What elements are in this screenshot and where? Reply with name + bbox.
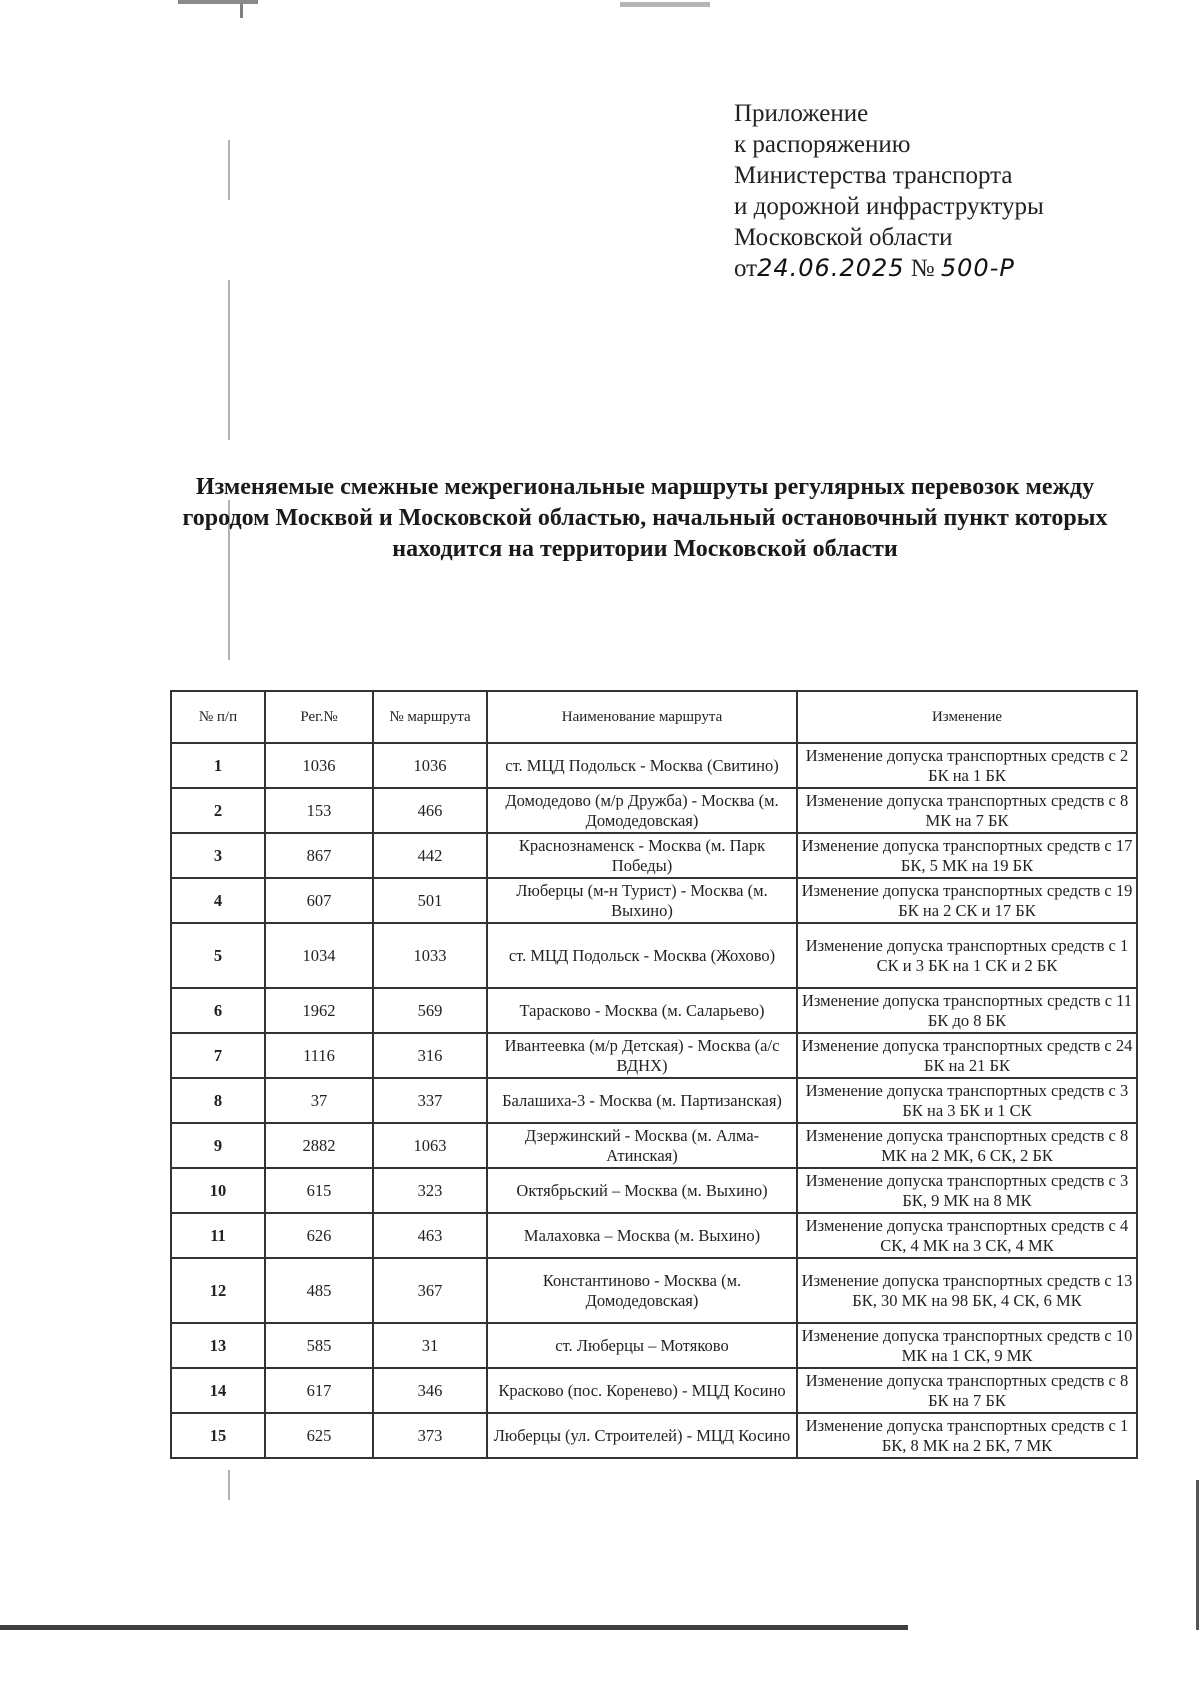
table-row	[171, 833, 1137, 878]
cell-route-name: Красково (пос. Коренево) - МЦД Косино	[487, 1368, 797, 1413]
cell-route-name: Константиново - Москва (м. Домодедовская)	[487, 1258, 797, 1323]
table-row	[171, 878, 1137, 923]
cell-change: Изменение допуска транспортных средств с 24 БК на 21 БК	[797, 1033, 1137, 1078]
table-row	[171, 743, 1137, 788]
cell-number: 7	[171, 1033, 265, 1078]
scan-artifact-binding-mark	[228, 280, 230, 440]
cell-route-number: 501	[373, 878, 487, 923]
cell-number: 3	[171, 833, 265, 878]
table-row	[171, 788, 1137, 833]
cell-reg-number: 2882	[265, 1123, 373, 1168]
cell-route-name: Дзержинский - Москва (м. Алма-Атинская)	[487, 1123, 797, 1168]
cell-change: Изменение допуска транспортных средств с 8 МК на 2 МК, 6 СК, 2 БК	[797, 1123, 1137, 1168]
cell-change: Изменение допуска транспортных средств с 2 БК на 1 БК	[797, 743, 1137, 788]
table-row	[171, 1078, 1137, 1123]
table-row	[171, 1413, 1137, 1458]
approval-line: к распоряжению	[734, 131, 911, 158]
cell-route-number: 346	[373, 1368, 487, 1413]
cell-route-name: Малаховка – Москва (м. Выхино)	[487, 1213, 797, 1258]
cell-route-number: 466	[373, 788, 487, 833]
cell-route-name: Люберцы (м-н Турист) - Москва (м. Выхино)	[487, 878, 797, 923]
table-row	[171, 1368, 1137, 1413]
handwritten-date: 24.06.2025	[757, 254, 905, 282]
cell-route-name: ст. Люберцы – Мотяково	[487, 1323, 797, 1368]
cell-route-name: ст. МЦД Подольск - Москва (Жохово)	[487, 923, 797, 988]
table-header-row	[171, 691, 1137, 743]
cell-route-name: Октябрьский – Москва (м. Выхино)	[487, 1168, 797, 1213]
cell-route-number: 337	[373, 1078, 487, 1123]
scan-artifact-top-mark	[240, 4, 243, 18]
cell-change: Изменение допуска транспортных средств с 4 СК, 4 МК на 3 СК, 4 МК	[797, 1213, 1137, 1258]
cell-route-number: 569	[373, 988, 487, 1033]
cell-number: 4	[171, 878, 265, 923]
cell-number: 2	[171, 788, 265, 833]
cell-route-number: 373	[373, 1413, 487, 1458]
cell-route-number: 316	[373, 1033, 487, 1078]
cell-reg-number: 867	[265, 833, 373, 878]
number-prefix: №	[910, 255, 935, 282]
header-route-number: № маршрута	[373, 691, 487, 743]
cell-change: Изменение допуска транспортных средств с 11 БК до 8 БК	[797, 988, 1137, 1033]
cell-reg-number: 1962	[265, 988, 373, 1033]
date-prefix: от	[734, 255, 758, 282]
cell-route-name: Краснознаменск - Москва (м. Парк Победы)	[487, 833, 797, 878]
cell-change: Изменение допуска транспортных средств с 1 СК и 3 БК на 1 СК и 2 БК	[797, 923, 1137, 988]
cell-change: Изменение допуска транспортных средств с 8 МК на 7 БК	[797, 788, 1137, 833]
header-number: № п/п	[171, 691, 265, 743]
approval-line: Министерства транспорта	[734, 162, 1013, 189]
cell-reg-number: 585	[265, 1323, 373, 1368]
header-change: Изменение	[797, 691, 1137, 743]
cell-reg-number: 485	[265, 1258, 373, 1323]
scan-artifact-top-center	[620, 2, 710, 7]
cell-reg-number: 153	[265, 788, 373, 833]
cell-route-name: ст. МЦД Подольск - Москва (Свитино)	[487, 743, 797, 788]
table-row	[171, 923, 1137, 988]
cell-reg-number: 625	[265, 1413, 373, 1458]
cell-number: 14	[171, 1368, 265, 1413]
cell-route-name: Ивантеевка (м/р Детская) - Москва (а/с ВДНХ)	[487, 1033, 797, 1078]
cell-change: Изменение допуска транспортных средств с 10 МК на 1 СК, 9 МК	[797, 1323, 1137, 1368]
cell-route-number: 442	[373, 833, 487, 878]
cell-reg-number: 1116	[265, 1033, 373, 1078]
table-row	[171, 1258, 1137, 1323]
scan-artifact-top-left	[178, 0, 258, 4]
cell-number: 11	[171, 1213, 265, 1258]
document-title: Изменяемые смежные межрегиональные маршруты регулярных перевозок между городом Москвой и Московской областью, начальный остановочный пункт которых находится на территории Московской области	[182, 474, 1108, 562]
cell-route-name: Балашиха-3 - Москва (м. Партизанская)	[487, 1078, 797, 1123]
approval-line: Московской области	[734, 224, 953, 251]
cell-reg-number: 617	[265, 1368, 373, 1413]
cell-number: 8	[171, 1078, 265, 1123]
scan-artifact-right-edge	[1196, 1480, 1199, 1630]
routes-table	[170, 690, 1138, 1459]
cell-route-number: 367	[373, 1258, 487, 1323]
cell-route-number: 463	[373, 1213, 487, 1258]
cell-change: Изменение допуска транспортных средств с 1 БК, 8 МК на 2 БК, 7 МК	[797, 1413, 1137, 1458]
cell-change: Изменение допуска транспортных средств с 3 БК, 9 МК на 8 МК	[797, 1168, 1137, 1213]
cell-number: 1	[171, 743, 265, 788]
table-body	[171, 743, 1137, 1458]
approval-date-line	[734, 253, 1154, 284]
cell-route-number: 31	[373, 1323, 487, 1368]
cell-route-number: 1036	[373, 743, 487, 788]
cell-change: Изменение допуска транспортных средств с 17 БК, 5 МК на 19 БК	[797, 833, 1137, 878]
handwritten-number: 500-Р	[940, 254, 1015, 282]
table-row	[171, 988, 1137, 1033]
cell-number: 10	[171, 1168, 265, 1213]
header-reg-number: Рег.№	[265, 691, 373, 743]
scan-artifact-binding-mark	[228, 1470, 230, 1500]
cell-change: Изменение допуска транспортных средств с 19 БК на 2 СК и 17 БК	[797, 878, 1137, 923]
cell-reg-number: 607	[265, 878, 373, 923]
cell-route-number: 1033	[373, 923, 487, 988]
approval-block	[734, 98, 1154, 284]
cell-reg-number: 37	[265, 1078, 373, 1123]
cell-number: 15	[171, 1413, 265, 1458]
scan-artifact-bottom-line	[0, 1625, 908, 1630]
cell-number: 6	[171, 988, 265, 1033]
header-route-name: Наименование маршрута	[487, 691, 797, 743]
cell-route-name: Тарасково - Москва (м. Саларьево)	[487, 988, 797, 1033]
table-row	[171, 1033, 1137, 1078]
cell-reg-number: 626	[265, 1213, 373, 1258]
scan-artifact-binding-mark	[228, 140, 230, 200]
approval-line: Приложение	[734, 100, 869, 127]
cell-change: Изменение допуска транспортных средств с 3 БК на 3 БК и 1 СК	[797, 1078, 1137, 1123]
table-row	[171, 1213, 1137, 1258]
cell-number: 13	[171, 1323, 265, 1368]
cell-route-name: Домодедово (м/р Дружба) - Москва (м. Домодедовская)	[487, 788, 797, 833]
cell-reg-number: 1036	[265, 743, 373, 788]
table-row	[171, 1323, 1137, 1368]
cell-reg-number: 615	[265, 1168, 373, 1213]
cell-reg-number: 1034	[265, 923, 373, 988]
cell-number: 5	[171, 923, 265, 988]
cell-number: 12	[171, 1258, 265, 1323]
cell-change: Изменение допуска транспортных средств с 8 БК на 7 БК	[797, 1368, 1137, 1413]
cell-number: 9	[171, 1123, 265, 1168]
cell-route-name: Люберцы (ул. Строителей) - МЦД Косино	[487, 1413, 797, 1458]
table-row	[171, 1123, 1137, 1168]
table-row	[171, 1168, 1137, 1213]
approval-line: и дорожной инфраструктуры	[734, 193, 1044, 220]
cell-change: Изменение допуска транспортных средств с 13 БК, 30 МК на 98 БК, 4 СК, 6 МК	[797, 1258, 1137, 1323]
cell-route-number: 323	[373, 1168, 487, 1213]
cell-route-number: 1063	[373, 1123, 487, 1168]
